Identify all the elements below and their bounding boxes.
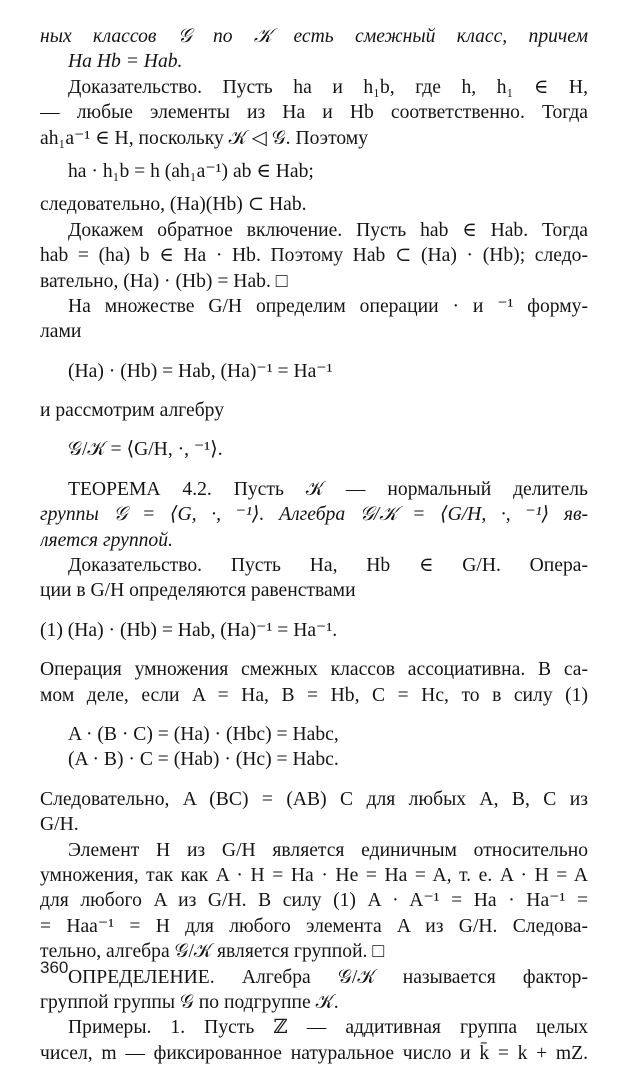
line-gap — [40, 345, 588, 359]
text-line: Ha Hb = Hab. — [68, 51, 183, 73]
text-line: hab = (ha) b ∈ Ha · Hb. Поэтому Hab ⊂ (Ha) · (Hb); следо- — [40, 245, 588, 267]
text-line: На множестве G/H определим операции · и ⁻¹ форму- — [68, 295, 588, 317]
text-line: (A · B) · C = (Hab) · (Hc) = Habc. — [68, 749, 339, 771]
page-number: 360 — [40, 958, 69, 977]
text-line: чисел, m — фиксированное натуральное число и k̄ = k + mZ. — [40, 1042, 588, 1064]
text-line: ции в G/H определяются равенствами — [40, 580, 356, 602]
line-gap — [40, 423, 588, 437]
text-line: Элемент H из G/H является единичным относительно — [68, 839, 588, 861]
text-line: тельно, алгебра 𝒢/𝒦 является группой. □ — [40, 941, 385, 963]
line-gap — [40, 384, 588, 398]
text-line: следовательно, (Ha)(Hb) ⊂ Hab. — [40, 194, 307, 216]
text-line: лами — [40, 321, 82, 343]
page-body — [40, 24, 588, 1066]
line-gap — [40, 604, 588, 618]
text-line: = Haa⁻¹ = H для любого элемента A из G/H. Следова- — [40, 915, 588, 937]
text-line: ных классов 𝒢 по 𝒦 есть смежный класс, причем — [40, 26, 588, 47]
text-line: 𝒢/𝒦 = ⟨G/H, ·, ⁻¹⟩. — [68, 439, 223, 461]
text-line: Следовательно, A (BC) = (AB) C для любых A, B, C из — [40, 788, 588, 810]
text-line: (Ha) · (Hb) = Hab, (Ha)⁻¹ = Ha⁻¹ — [68, 360, 333, 382]
text-line: ляется группой. — [40, 529, 173, 551]
line-gap — [40, 184, 588, 192]
text-line: G/H. — [40, 814, 79, 836]
text-line: A · (B · C) = (Ha) · (Hbc) = Habc, — [68, 723, 339, 745]
text-line: умножения, так как A · H = Ha · He = Ha = A, т. е. A · H = A — [40, 864, 588, 886]
line-gap — [40, 151, 588, 159]
text-line: и рассмотрим алгебру — [40, 400, 225, 422]
text-line: Доказательство. Пусть Ha, Hb ∈ G/H. Опера- — [68, 555, 588, 577]
text-line: ТЕОРЕМА 4.2. Пусть 𝒦 — нормальный делитель — [68, 478, 588, 500]
line-gap — [40, 708, 588, 722]
text-line: ah₁a⁻¹ ∈ H, поскольку 𝒦 ◁ 𝒢. Поэтому — [40, 127, 369, 149]
text-line: Операция умножения смежных классов ассоциативна. В са- — [40, 659, 588, 681]
text-line: группой группы 𝒢 по подгруппе 𝒦. — [40, 991, 339, 1013]
text-line: Докажем обратное включение. Пусть hab ∈ Hab. Тогда — [68, 219, 588, 241]
text-line: ha · h₁b = h (ah₁a⁻¹) ab ∈ Hab; — [68, 160, 314, 182]
text-line: для любого A из G/H. В силу (1) A · A⁻¹ = Ha · Ha⁻¹ = — [40, 890, 588, 912]
text-line: мом деле, если A = Ha, B = Hb, C = Hc, то в силу (1) — [40, 684, 588, 706]
text-line: вательно, (Ha) · (Hb) = Hab. □ — [40, 270, 288, 292]
line-gap — [40, 643, 588, 657]
text-line: Примеры. 1. Пусть ℤ — аддитивная группа целых — [68, 1017, 588, 1039]
line-gap — [40, 773, 588, 787]
text-line: Доказательство. Пусть ha и h₁b, где h, h₁ ∈ H, — [68, 76, 588, 98]
text-line: — любые элементы из Ha и Hb соответственно. Тогда — [40, 102, 588, 124]
text-line: группы 𝒢 = ⟨G, ·, ⁻¹⟩. Алгебра 𝒢/𝒦 = ⟨G/H, ·, ⁻¹⟩ яв- — [40, 504, 588, 526]
line-gap — [40, 463, 588, 477]
text-line: ОПРЕДЕЛЕНИЕ. Алгебра 𝒢/𝒦 называется фактор- — [68, 966, 588, 988]
text-line: (1) (Ha) · (Hb) = Hab, (Ha)⁻¹ = Ha⁻¹. — [40, 619, 338, 641]
